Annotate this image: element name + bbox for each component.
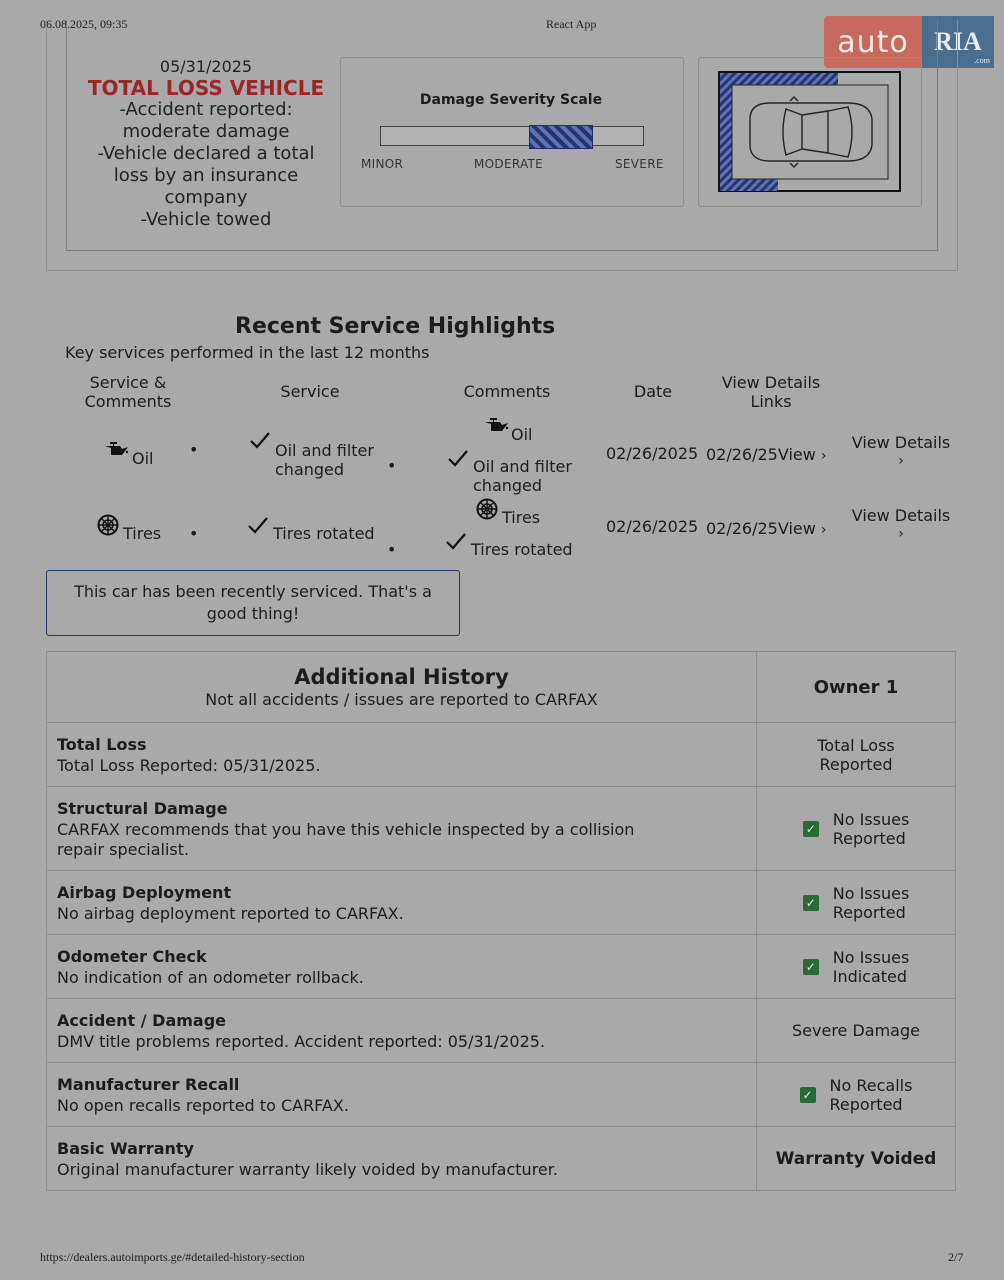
- view-details-label: View Details: [851, 433, 951, 452]
- bullet: •: [387, 456, 397, 475]
- print-datetime: 06.08.2025, 09:35: [40, 17, 128, 31]
- history-status: [757, 871, 956, 935]
- status-line: Reported: [832, 828, 906, 848]
- header-line: Comments: [84, 392, 172, 411]
- print-title: React App: [546, 17, 597, 31]
- oil-can-icon: [483, 416, 509, 434]
- history-status: [757, 723, 956, 787]
- service-note-line: good thing!: [206, 604, 300, 623]
- view-link-text: 02/26/25View: [706, 445, 816, 464]
- table-row: [47, 871, 956, 935]
- column-header-date: Date: [633, 382, 673, 401]
- history-item-title: Basic Warranty: [57, 1138, 194, 1158]
- summary-line: -Vehicle declared a total: [97, 143, 315, 164]
- view-link[interactable]: [706, 445, 827, 466]
- column-header-view-details: [715, 373, 827, 411]
- watermark-ria-text: RIA: [934, 27, 982, 56]
- chevron-right-icon: ›: [820, 448, 827, 464]
- summary-date: 05/31/2025: [159, 57, 253, 76]
- table-row: [47, 723, 956, 787]
- oil-can-icon: [103, 440, 129, 458]
- history-item: [47, 871, 757, 935]
- table-row: [47, 935, 956, 999]
- history-item: [47, 787, 757, 871]
- view-details-label: View Details: [851, 506, 951, 525]
- status-line: No Issues: [832, 947, 910, 967]
- history-item-title: Total Loss: [57, 734, 147, 754]
- chevron-right-icon: ›: [898, 526, 904, 542]
- total-loss-summary: [78, 57, 334, 231]
- history-item-desc: DMV title problems reported. Accident reported: 05/31/2025.: [57, 1031, 546, 1051]
- car-top-view-icon: [750, 97, 872, 167]
- checkmark-icon: [249, 431, 271, 449]
- column-header-service-comments: [78, 373, 178, 411]
- service-section-subtitle: Key services performed in the last 12 months: [65, 343, 430, 362]
- view-details-button[interactable]: [851, 433, 951, 471]
- watermark-auto: auto: [824, 16, 922, 68]
- status-line: No Issues: [832, 883, 910, 903]
- header-line: View Details: [721, 373, 821, 392]
- summary-line: moderate damage: [122, 121, 290, 142]
- severity-minor-label: MINOR: [361, 157, 404, 171]
- summary-line: -Accident reported:: [119, 99, 293, 120]
- history-item-title: Odometer Check: [57, 946, 207, 966]
- history-item-desc: No airbag deployment reported to CARFAX.: [57, 903, 404, 923]
- history-header-cell: [47, 652, 757, 723]
- total-loss-title: TOTAL LOSS VEHICLE: [87, 76, 325, 100]
- status-line: Reported: [819, 754, 893, 774]
- view-link-text: 02/26/25View: [706, 519, 816, 538]
- checkbox-checked-icon: ✓: [803, 895, 819, 911]
- history-subtitle: Not all accidents / issues are reported to CARFAX: [205, 690, 598, 709]
- header-line: Links: [750, 392, 792, 411]
- summary-line: -Vehicle towed: [140, 209, 272, 230]
- summary-line: company: [164, 187, 248, 208]
- history-item-title: Airbag Deployment: [57, 882, 232, 902]
- history-item-desc: Original manufacturer warranty likely voided by manufacturer.: [57, 1159, 558, 1179]
- table-row: [47, 999, 956, 1063]
- comment-desc-line: changed: [473, 476, 543, 495]
- history-item-desc: No open recalls reported to CARFAX.: [57, 1095, 349, 1115]
- service-date: 02/26/2025: [606, 444, 699, 463]
- status-line: Reported: [832, 902, 906, 922]
- additional-history-table: [46, 651, 956, 1191]
- service-date: 02/26/2025: [606, 517, 699, 536]
- status-line: No Issues: [832, 809, 910, 829]
- bullet: •: [189, 440, 199, 459]
- service-name: Tires: [123, 524, 162, 543]
- column-header-comments: Comments: [463, 382, 551, 401]
- history-item: [47, 935, 757, 999]
- severity-moderate-label: MODERATE: [474, 157, 544, 171]
- checkbox-checked-icon: ✓: [803, 821, 819, 837]
- service-desc-line: Oil and filter: [275, 441, 374, 460]
- table-row: [47, 1127, 956, 1191]
- comment-desc: Tires rotated: [471, 540, 573, 559]
- history-item-desc: CARFAX recommends that you have this vehicle inspected by a collision repair specialist.: [57, 819, 635, 859]
- history-status: [757, 935, 956, 999]
- severity-title: Damage Severity Scale: [419, 92, 603, 108]
- bullet: •: [189, 524, 199, 543]
- history-item-title: Accident / Damage: [57, 1010, 227, 1030]
- history-item-title: Structural Damage: [57, 798, 228, 818]
- table-row: [47, 1063, 956, 1127]
- service-desc: [275, 441, 374, 479]
- status-line: Total Loss: [817, 735, 895, 755]
- bullet: •: [387, 540, 397, 559]
- checkmark-icon: [247, 516, 269, 534]
- header-line: Service &: [89, 373, 167, 392]
- comment-name: Oil: [511, 425, 533, 444]
- status-line: Indicated: [832, 966, 908, 986]
- service-note-box: [46, 570, 460, 636]
- comment-desc-line: Oil and filter: [473, 457, 572, 476]
- comment-name: Tires: [502, 508, 541, 527]
- chevron-right-icon: ›: [898, 453, 904, 469]
- history-status: Warranty Voided: [757, 1127, 956, 1191]
- chevron-right-icon: ›: [820, 522, 827, 538]
- history-item: [47, 999, 757, 1063]
- view-details-button[interactable]: [851, 506, 951, 544]
- column-header-service: Service: [280, 382, 340, 401]
- service-name: Oil: [132, 449, 154, 468]
- history-item-title: Manufacturer Recall: [57, 1074, 240, 1094]
- watermark-com: .com: [974, 56, 990, 65]
- service-note-line: This car has been recently serviced. That's a: [74, 582, 432, 601]
- owner-column-header: Owner 1: [757, 652, 956, 723]
- history-status: [757, 1063, 956, 1127]
- checkbox-checked-icon: ✓: [800, 1087, 816, 1103]
- history-header-row: [47, 652, 956, 723]
- comment-desc: [473, 457, 572, 495]
- history-item-desc: Total Loss Reported: 05/31/2025.: [57, 755, 321, 775]
- tire-icon: [97, 514, 119, 536]
- tire-icon: [476, 498, 498, 520]
- service-desc-line: changed: [275, 460, 345, 479]
- print-footer-url: https://dealers.autoimports.ge/#detailed-history-section: [40, 1250, 305, 1264]
- history-title: Additional History: [294, 665, 509, 689]
- service-desc: Tires rotated: [273, 524, 375, 543]
- checkmark-icon: [447, 449, 469, 467]
- status-line: Reported: [829, 1094, 903, 1114]
- history-status: [757, 787, 956, 871]
- history-item-desc: No indication of an odometer rollback.: [57, 967, 364, 987]
- summary-line: loss by an insurance: [113, 165, 299, 186]
- checkbox-checked-icon: ✓: [803, 959, 819, 975]
- history-status: Severe Damage: [757, 999, 956, 1063]
- severity-severe-label: SEVERE: [615, 157, 664, 171]
- car-damage-diagram: [718, 71, 902, 193]
- history-item: [47, 723, 757, 787]
- severity-bar: [380, 126, 644, 146]
- history-item: [47, 1063, 757, 1127]
- history-item: [47, 1127, 757, 1191]
- severity-fill-moderate: [529, 125, 593, 149]
- checkmark-icon: [445, 532, 467, 550]
- table-row: [47, 787, 956, 871]
- print-page-number: 2/7: [948, 1250, 964, 1264]
- status-line: No Recalls: [829, 1075, 913, 1095]
- view-link[interactable]: [706, 519, 827, 540]
- service-section-title: Recent Service Highlights: [235, 314, 556, 339]
